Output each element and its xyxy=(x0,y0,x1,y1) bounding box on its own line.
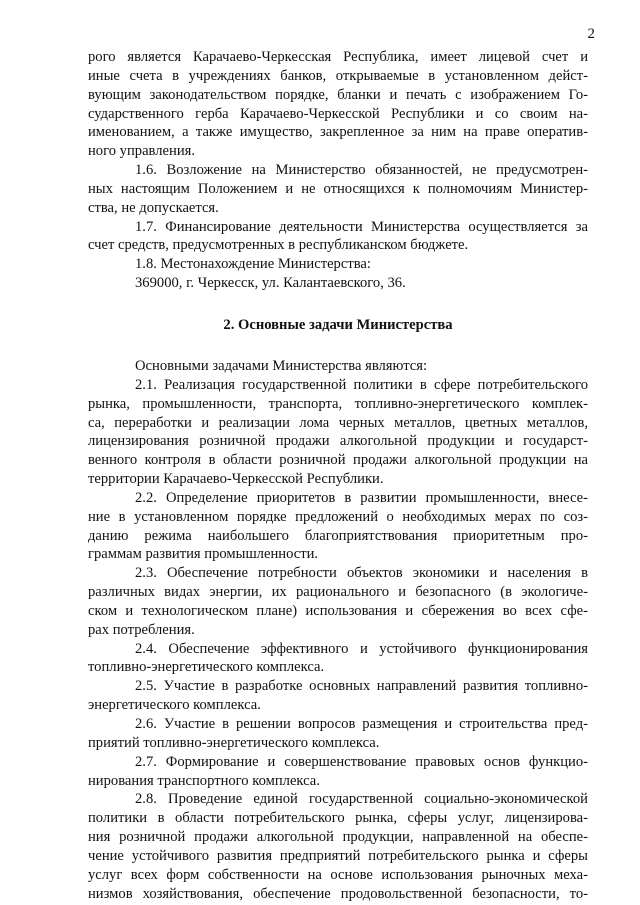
text-line: 2.4. Обеспечение эффективного и устойчивого функционирования xyxy=(135,640,588,657)
text-line: 2.8. Проведение единой государственной социально-экономической xyxy=(135,791,588,808)
text-line: граммам развития промышленности. xyxy=(88,546,319,563)
text-line: 1.6. Возложение на Министерство обязанностей, не предусмотрен- xyxy=(135,162,588,179)
text-line: рынка, промышленности, транспорта, топливно-энергетического комплек- xyxy=(88,395,588,412)
text-line: 2.5. Участие в разработке основных направлений развития топливно- xyxy=(135,678,588,695)
text-line: ния розничной продажи алкогольной продукции, направленной на обеспе- xyxy=(88,829,588,846)
text-line: чение устойчивого развития предприятий потребительского рынка и сферы xyxy=(88,847,588,864)
text-line: 2.6. Участие в решении вопросов размещения и строительства пред- xyxy=(135,716,588,732)
text-line: рого является Карачаево-Черкесская Республика, имеет лицевой счет и xyxy=(88,49,588,65)
text-line: топливно-энергетического комплекса. xyxy=(88,659,325,676)
text-line: низмов хозяйствования, обеспечение продовольственной безопасности, то- xyxy=(88,885,588,902)
paragraph-1-5-continued xyxy=(88,48,588,161)
text-line: различных видах энергии, их рационального и безопасного (в экологиче- xyxy=(88,584,588,601)
text-line: 2.2. Определение приоритетов в развитии промышленности, внесе- xyxy=(135,489,588,506)
text-line: ние в установленном порядке предложений о необходимых мерах по соз- xyxy=(88,508,588,525)
paragraph-2-3 xyxy=(88,564,588,639)
paragraph-1-8 xyxy=(88,255,588,293)
text-line: ного управления. xyxy=(88,143,195,160)
paragraph-2-7 xyxy=(88,753,588,791)
text-line: территории Карачаево-Черкесской Республики. xyxy=(88,471,384,488)
text-line: Основными задачами Министерства являются: xyxy=(135,357,428,374)
text-line: ском и технологическом плане) использования и сбережения во всех сфе- xyxy=(88,602,588,619)
text-line: рах потребления. xyxy=(88,621,195,638)
text-line: 2.7. Формирование и совершенствование правовых основ функцио- xyxy=(135,753,588,770)
paragraph-2-8 xyxy=(88,790,588,903)
page-number: 2 xyxy=(587,26,595,42)
text-line: 1.8. Местонахождение Министерства: xyxy=(135,256,371,273)
text-line: нирования транспортного комплекса. xyxy=(88,772,320,789)
paragraph-2-6 xyxy=(88,715,588,753)
text-line: са, переработки и реализации лома черных металлов, цветных металлов, xyxy=(88,414,588,431)
document-body xyxy=(88,48,588,903)
text-line: лицензирования розничной продажи алкогольной продукции и государст- xyxy=(88,433,588,450)
section-heading: 2. Основные задачи Министерства xyxy=(223,316,453,333)
address-line: 369000, г. Черкесск, ул. Калантаевского, 36. xyxy=(135,275,406,292)
text-line: политики в области потребительского рынка, сферы услуг, лицензирова- xyxy=(88,810,588,827)
paragraph-1-7 xyxy=(88,218,588,256)
text-line: приятий топливно-энергетического комплекса. xyxy=(88,734,380,751)
text-line: венного контроля в области розничной продажи алкогольной продукции на xyxy=(88,452,588,469)
text-line: ных настоящим Положением и не относящихся к полномочиям Министер- xyxy=(88,180,588,197)
text-line: данию режима наибольшего благоприятствования приоритетным про- xyxy=(88,527,588,544)
text-line: сударственного герба Карачаево-Черкесской Республики и со своим на- xyxy=(88,105,588,122)
text-line: счет средств, предусмотренных в республиканском бюджете. xyxy=(88,237,469,254)
text-line: ства, не допускается. xyxy=(88,199,219,216)
text-line: 2.1. Реализация государственной политики в сфере потребительского xyxy=(135,376,588,393)
text-line: 2.3. Обеспечение потребности объектов экономики и населения в xyxy=(135,565,588,582)
text-line: энергетического комплекса. xyxy=(88,697,261,714)
text-line: услуг всех форм собственности на основе использования рыночных меха- xyxy=(88,866,588,883)
text-line: вующим законодательством порядке, бланки и печать с изображением Го- xyxy=(88,86,588,103)
text-line: 1.7. Финансирование деятельности Министерства осуществляется за xyxy=(135,218,588,235)
paragraph-2-5 xyxy=(88,677,588,715)
paragraph-1-6 xyxy=(88,161,588,218)
text-line: иные счета в учреждениях банков, открываемые в установленном дейст- xyxy=(88,67,588,84)
paragraph-2-2 xyxy=(88,489,588,564)
section-intro xyxy=(88,357,588,376)
paragraph-2-4 xyxy=(88,640,588,678)
paragraph-2-1 xyxy=(88,376,588,489)
text-line: именованием, а также имущество, закрепленное за ним на праве оператив- xyxy=(88,124,588,141)
